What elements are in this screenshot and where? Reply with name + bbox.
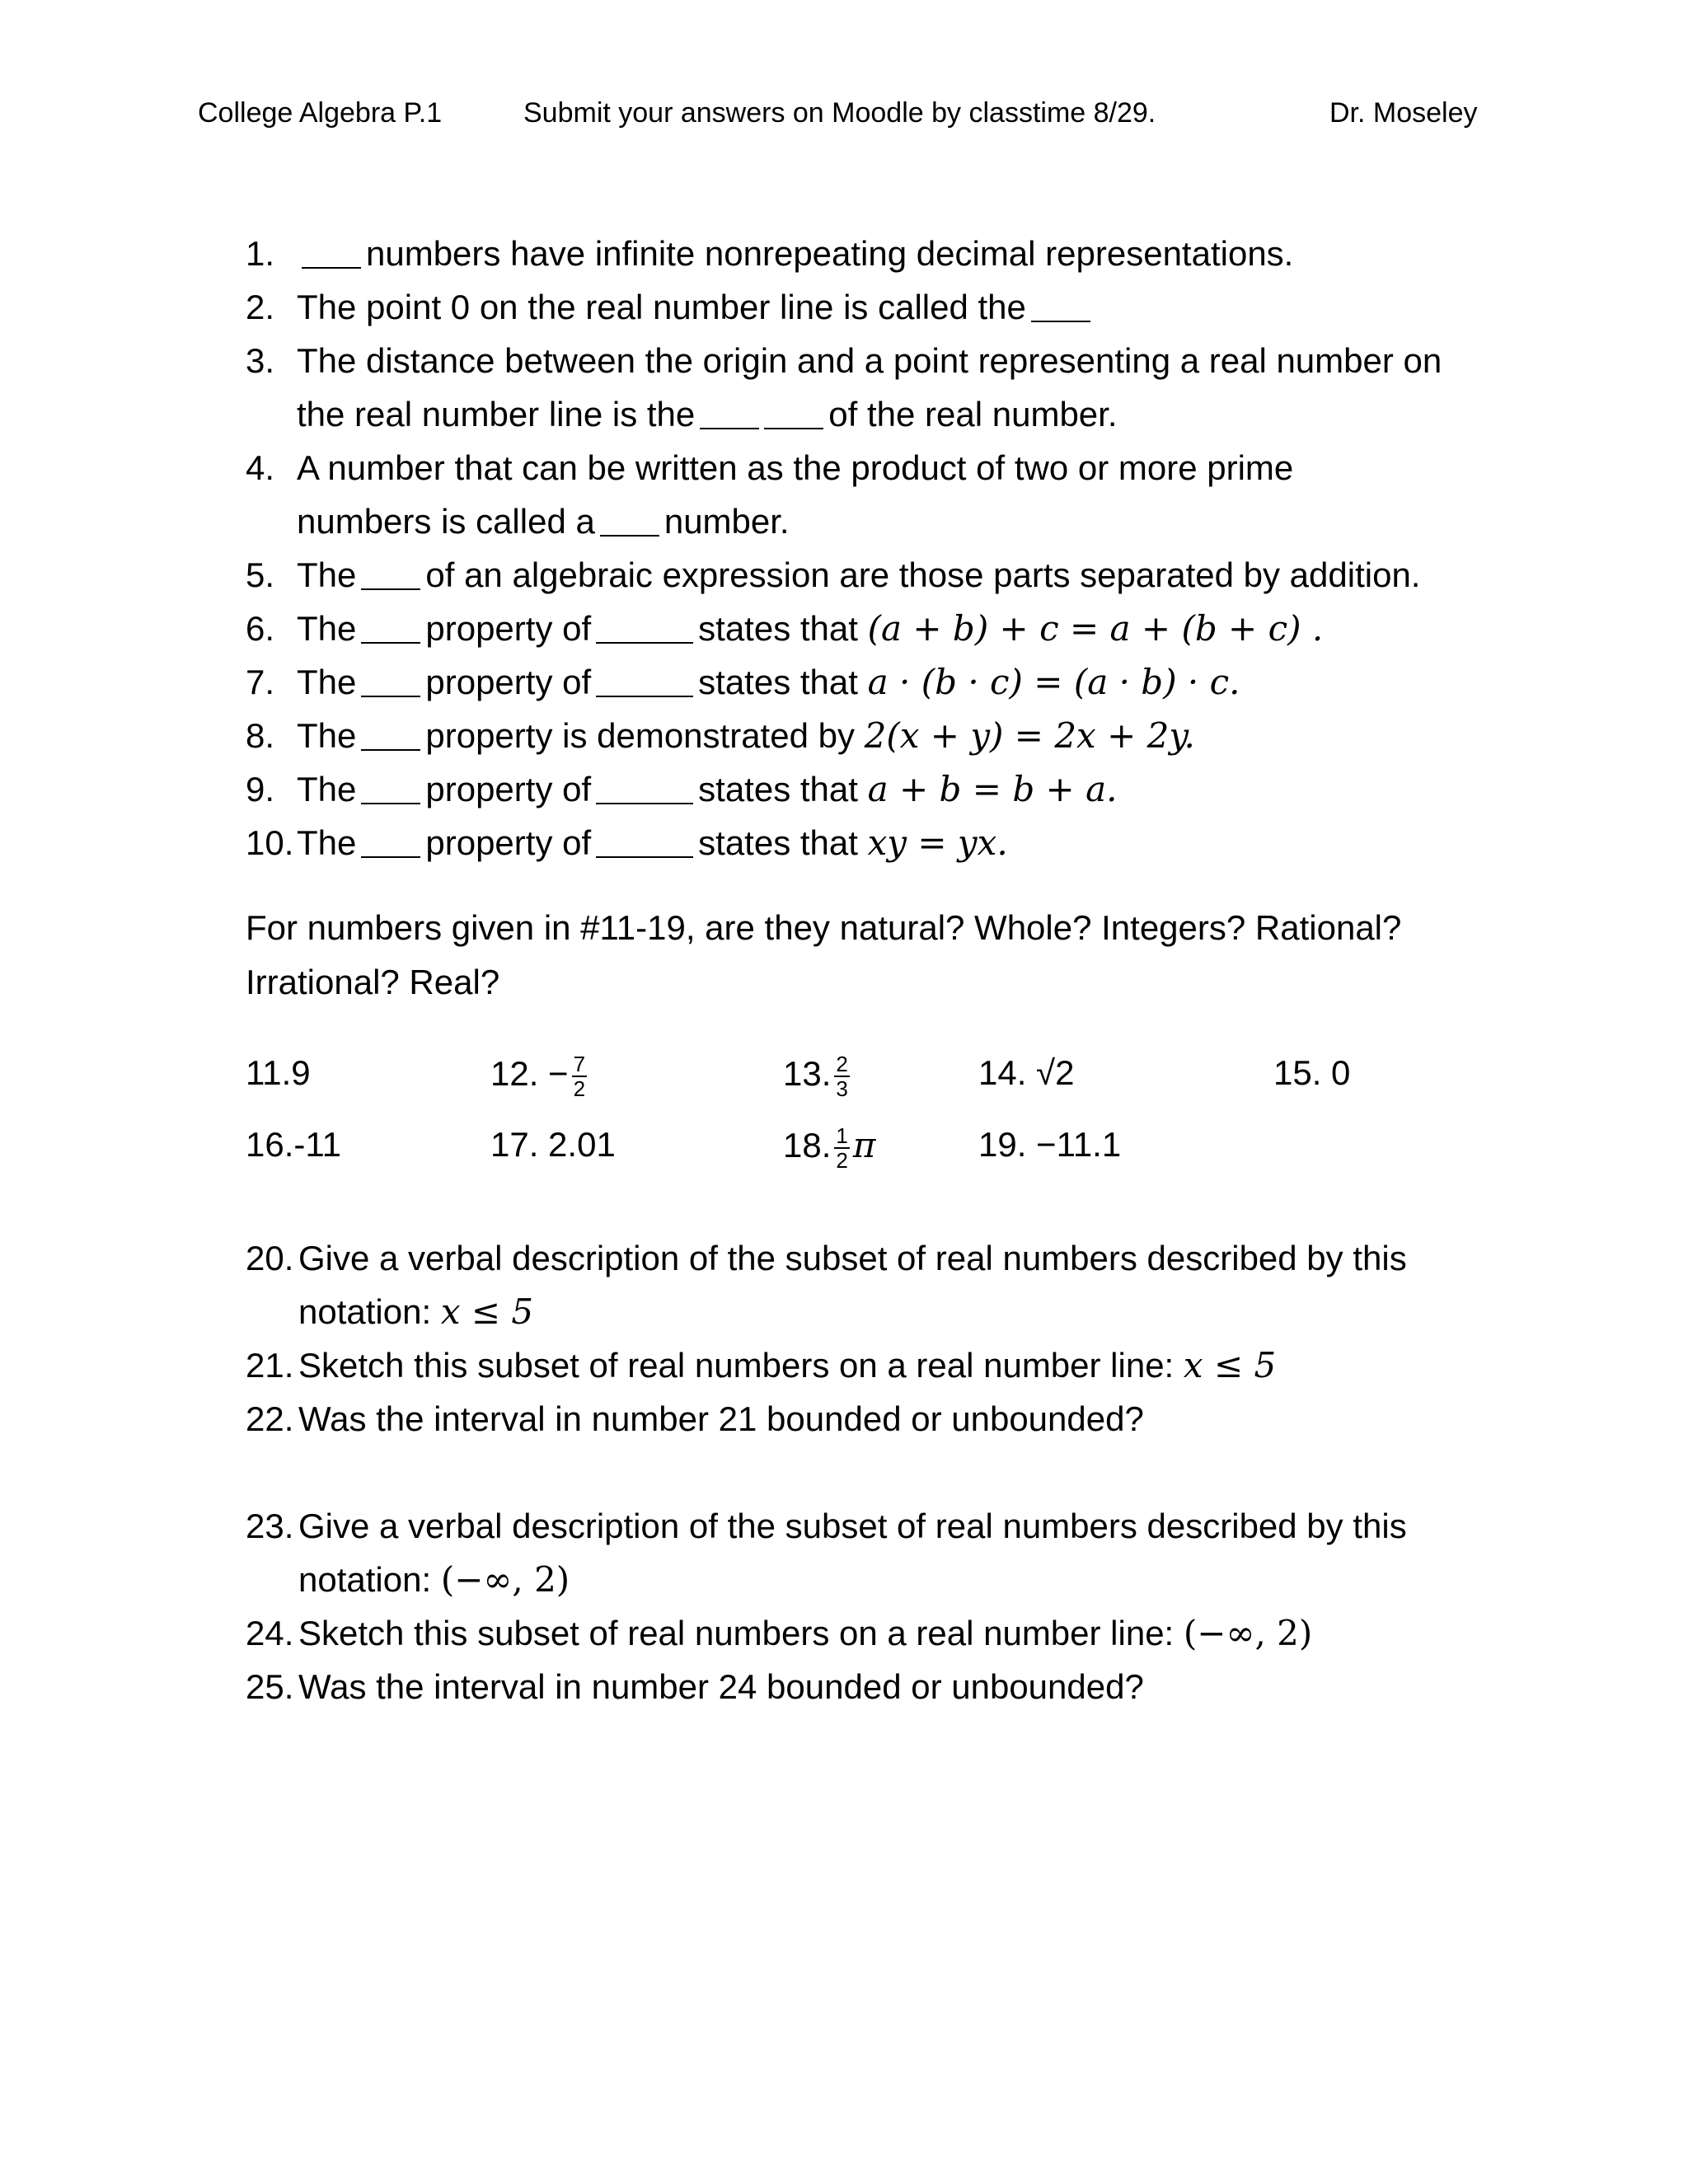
question-1: 1. numbers have infinite nonrepeating decimal representations. — [246, 234, 1294, 273]
answer-blank — [1031, 291, 1090, 322]
number-17: 17. 2.01 — [490, 1125, 616, 1164]
question-4-line-2: numbers is called a number. — [297, 502, 790, 541]
question-3: 3. The distance between the origin and a point representing a real number on — [246, 341, 1442, 380]
pi-symbol: π — [852, 1125, 876, 1166]
submission-instructions: Submit your answers on Moodle by classtime 8/29. — [523, 97, 1156, 129]
question-21: 21. Sketch this subset of real numbers on a real number line: x ≤ 5 — [246, 1345, 1277, 1385]
fraction: $\frac{1}{2}$ — [836, 1123, 848, 1173]
classify-prompt: For numbers given in #11-19, are they natural? Whole? Integers? Rational? Irrational? Real? — [246, 908, 1402, 1001]
answer-blank — [361, 719, 420, 751]
number-13: 13. $\frac{2}{3}$ — [783, 1052, 848, 1101]
number-18: 18. $\frac{1}{2}$ π — [783, 1123, 876, 1173]
question-3-line-2: the real number line is the of the real number. — [297, 395, 1118, 434]
question-22: 22. Was the interval in number 21 bounded or unbounded? — [246, 1399, 1144, 1438]
number-19: 19. −11.1 — [978, 1125, 1122, 1164]
question-24: 24. Sketch this subset of real numbers on a real number line: (−∞, 2) — [246, 1613, 1313, 1653]
question-2: 2. The point 0 on the real number line is called the — [246, 287, 1095, 328]
question-10: 10.The property of states that xy = yx. — [246, 823, 1008, 863]
question-25: 25. Was the interval in number 24 bounded or unbounded? — [246, 1667, 1144, 1706]
question-6: 6. The property of states that (a + b) + c = a + (b + c) . — [246, 608, 1324, 649]
answer-blank — [361, 827, 420, 858]
question-4: 4. A number that can be written as the product of two or more prime — [246, 448, 1294, 487]
number-11: 11.9 — [246, 1053, 311, 1092]
question-20-line-2: notation: x ≤ 5 — [298, 1291, 534, 1332]
answer-blank — [596, 773, 693, 804]
question-23-line-2: notation: (−∞, 2) — [298, 1559, 570, 1600]
number-12: 12. − $\frac{7}{2}$ — [490, 1052, 586, 1101]
number-16: 16.-11 — [246, 1125, 341, 1164]
course-title: College Algebra P.1 — [198, 97, 443, 129]
answer-blank — [764, 398, 823, 429]
answer-blank — [600, 505, 659, 537]
answer-blank — [361, 612, 420, 644]
answer-blank — [596, 612, 693, 644]
answer-blank — [361, 773, 420, 804]
question-5: 5. The of an algebraic expression are those parts separated by addition. — [246, 555, 1421, 594]
answer-blank — [700, 398, 759, 429]
question-20: 20. Give a verbal description of the subset of real numbers described by this — [246, 1239, 1407, 1277]
answer-blank — [596, 827, 693, 858]
answer-blank — [596, 666, 693, 697]
answer-blank — [361, 559, 420, 590]
number-14: 14. √2 — [978, 1053, 1075, 1092]
fraction: $\frac{2}{3}$ — [836, 1052, 848, 1101]
number-15: 15. 0 — [1273, 1053, 1351, 1092]
answer-blank — [302, 237, 361, 269]
question-8: 8. The property is demonstrated by 2(x + y) = 2x + 2y. — [246, 715, 1195, 756]
answer-blank — [361, 666, 420, 697]
question-23: 23. Give a verbal description of the subset of real numbers described by this — [246, 1507, 1407, 1545]
question-9: 9. The property of states that a + b = b + a. — [246, 769, 1118, 809]
fraction: $\frac{7}{2}$ — [573, 1052, 586, 1101]
question-7: 7. The property of states that a · (b · c) = (a · b) · c. — [246, 662, 1240, 702]
instructor-name: Dr. Moseley — [1329, 97, 1478, 129]
